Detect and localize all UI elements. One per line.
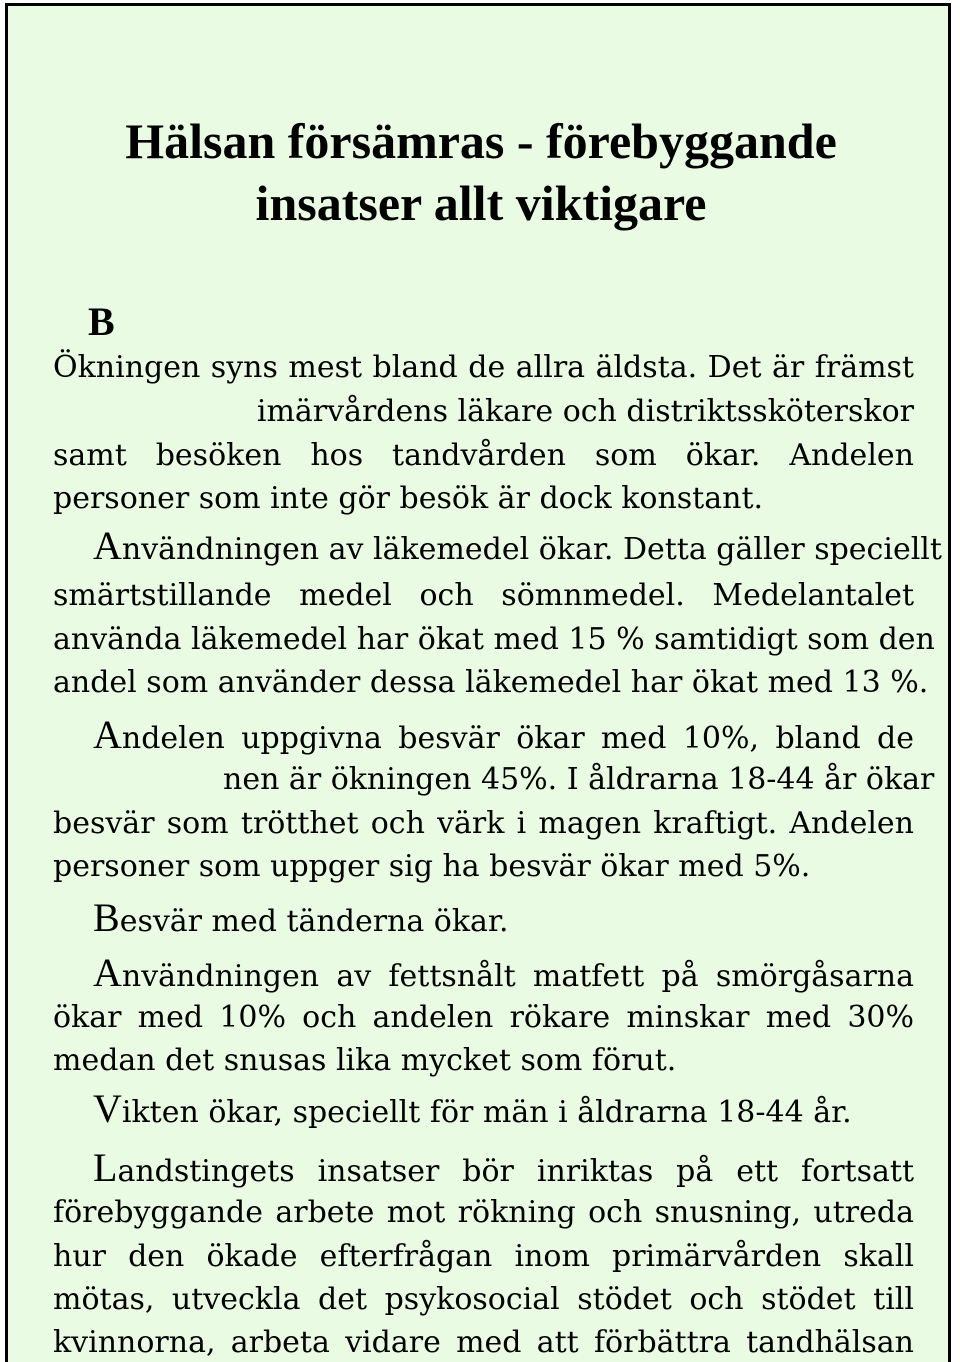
text-line: Ökningen syns mest bland de allra äldsta. Det är främst [53,350,914,385]
text-line: imärvårdens läkare och distriktssköterskor [256,394,914,429]
text-line: Användningen av läkemedel ökar. Detta gäller speciellt [93,523,942,568]
text-line: personer som inte gör besök är dock konstant. [53,481,764,516]
text-line: Besvär med tänderna ökar. [93,895,509,940]
text-line: Vikten ökar, speciellt för män i åldrarna 18-44 år. [93,1086,852,1131]
text-line: nen är ökningen 45%. I åldrarna 18-44 år ökar [223,762,935,797]
text-line: förebyggande arbete mot rökning och snusning, utreda [53,1195,914,1230]
text-line: andel som använder dessa läkemedel har ökat med 13 %. [53,665,929,700]
dropcap-letter: B [88,299,115,344]
initial-letter: A [93,712,122,757]
text-line: Andelen uppgivna besvär ökar med 10%, bland de [93,712,914,757]
title-line-2: insatser allt viktigare [255,175,707,231]
initial-letter: A [93,950,122,995]
text-line: besvär som trötthet och värk i magen kraftigt. Andelen [53,806,914,841]
text-line: kvinnorna, arbeta vidare med att förbättra tandhälsan [53,1325,914,1360]
initial-letter: B [93,895,120,940]
title-line-1: Hälsan försämras - förebyggande [125,113,837,169]
initial-letter: A [93,523,122,568]
text-line: mötas, utveckla det psykosocial stödet och stödet till [53,1282,914,1317]
text-line: ökar med 10% och andelen rökare minskar med 30% [53,1000,914,1035]
text-line: hur den ökade efterfrågan inom primärvården skall [53,1239,914,1274]
text-line: medan det snusas lika mycket som förut. [53,1043,677,1078]
initial-letter: L [93,1145,118,1190]
text-line: personer som uppger sig ha besvär ökar med 5%. [53,849,811,884]
text-line: smärtstillande medel och sömnmedel. Medelantalet [53,578,914,613]
text-line: använda läkemedel har ökat med 15 % samtidigt som den [53,622,935,657]
initial-letter: V [93,1086,122,1131]
document-page [5,3,951,1362]
text-line: Landstingets insatser bör inriktas på ett fortsatt [93,1145,914,1190]
page-title [8,110,951,234]
text-line: Användningen av fettsnålt matfett på smörgåsarna [93,950,914,995]
text-line: samt besöken hos tandvården som ökar. Andelen [53,438,914,473]
